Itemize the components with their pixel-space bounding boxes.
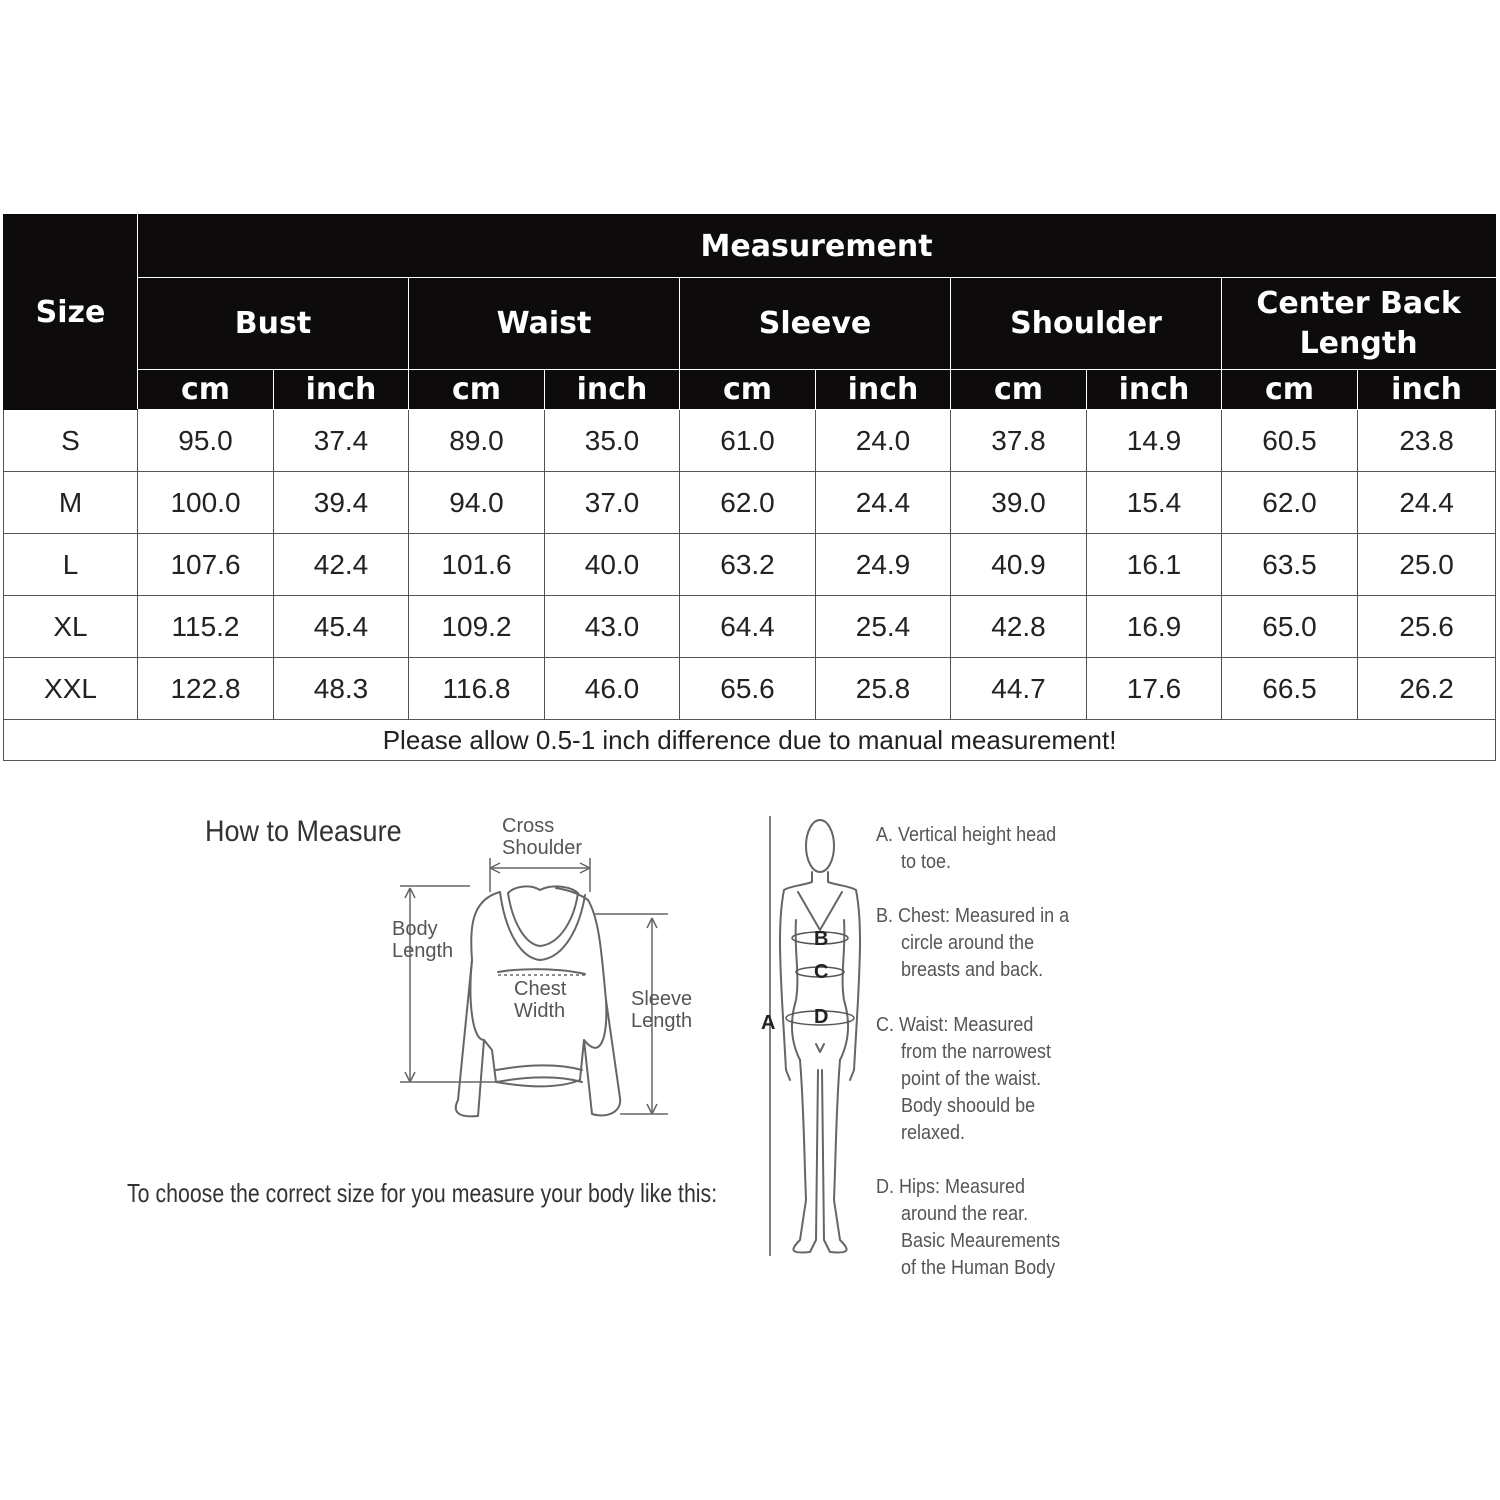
size-cell: L xyxy=(4,534,138,596)
measurement-cell: 62.0 xyxy=(680,472,816,534)
measurement-cell: 25.6 xyxy=(1358,596,1496,658)
unit-header: inch xyxy=(274,370,409,410)
measurement-cell: 43.0 xyxy=(545,596,680,658)
group-header-bust: Bust xyxy=(138,278,409,370)
unit-header: inch xyxy=(1087,370,1222,410)
measurement-cell: 37.0 xyxy=(545,472,680,534)
measurement-cell: 66.5 xyxy=(1222,658,1358,720)
measurement-header: Measurement xyxy=(138,215,1496,278)
measurement-cell: 17.6 xyxy=(1087,658,1222,720)
measurement-cell: 39.4 xyxy=(274,472,409,534)
body-letter-a: A xyxy=(761,1012,776,1034)
measurement-cell: 122.8 xyxy=(138,658,274,720)
unit-header: cm xyxy=(951,370,1087,410)
choose-size-instruction: To choose the correct size for you measure your body like this: xyxy=(127,1178,718,1208)
measurement-note: Please allow 0.5-1 inch difference due to manual measurement! xyxy=(4,720,1496,761)
size-cell: M xyxy=(4,472,138,534)
measurement-cell: 62.0 xyxy=(1222,472,1358,534)
measurement-cell: 39.0 xyxy=(951,472,1087,534)
description-c: C. Waist: Measured from the narrowest point of the waist. Body shoould be relaxed. xyxy=(876,1014,1052,1144)
measurement-cell: 14.9 xyxy=(1087,410,1222,472)
measurement-cell: 89.0 xyxy=(409,410,545,472)
measurement-cell: 60.5 xyxy=(1222,410,1358,472)
unit-header: inch xyxy=(816,370,951,410)
measurement-cell: 24.4 xyxy=(816,472,951,534)
unit-header: cm xyxy=(138,370,274,410)
measurement-cell: 65.0 xyxy=(1222,596,1358,658)
description-b: B. Chest: Measured in a circle around the breasts and back. xyxy=(876,905,1070,981)
measurement-cell: 100.0 xyxy=(138,472,274,534)
measurement-cell: 44.7 xyxy=(951,658,1087,720)
size-cell: S xyxy=(4,410,138,472)
measurement-cell: 40.0 xyxy=(545,534,680,596)
measurement-cell: 65.6 xyxy=(680,658,816,720)
measurement-cell: 109.2 xyxy=(409,596,545,658)
unit-header: inch xyxy=(545,370,680,410)
measurement-cell: 61.0 xyxy=(680,410,816,472)
cross-shoulder-label: Cross Shoulder xyxy=(502,815,583,859)
measurement-cell: 24.0 xyxy=(816,410,951,472)
size-cell: XL xyxy=(4,596,138,658)
measurement-cell: 35.0 xyxy=(545,410,680,472)
measurement-cell: 107.6 xyxy=(138,534,274,596)
unit-header: cm xyxy=(1222,370,1358,410)
measurement-cell: 116.8 xyxy=(409,658,545,720)
measurement-cell: 16.9 xyxy=(1087,596,1222,658)
measurement-cell: 63.2 xyxy=(680,534,816,596)
body-letter-b: B xyxy=(814,928,829,950)
group-header-waist: Waist xyxy=(409,278,680,370)
size-column-header: Size xyxy=(4,215,138,410)
measurement-cell: 26.2 xyxy=(1358,658,1496,720)
measurement-cell: 24.9 xyxy=(816,534,951,596)
how-to-measure-title: How to Measure xyxy=(205,815,402,848)
measurement-cell: 16.1 xyxy=(1087,534,1222,596)
chest-width-label: Chest Width xyxy=(514,978,567,1022)
body-letter-c: C xyxy=(814,961,829,983)
measurement-cell: 101.6 xyxy=(409,534,545,596)
body-length-label: Body Length xyxy=(392,918,454,962)
measurement-cell: 24.4 xyxy=(1358,472,1496,534)
measurement-cell: 94.0 xyxy=(409,472,545,534)
measurement-cell: 15.4 xyxy=(1087,472,1222,534)
measurement-cell: 25.0 xyxy=(1358,534,1496,596)
measurement-cell: 46.0 xyxy=(545,658,680,720)
measurement-cell: 42.8 xyxy=(951,596,1087,658)
measurement-cell: 23.8 xyxy=(1358,410,1496,472)
description-a: A. Vertical height head to toe. xyxy=(876,824,1057,873)
unit-header: cm xyxy=(409,370,545,410)
unit-header: inch xyxy=(1358,370,1496,410)
group-header-shoulder: Shoulder xyxy=(951,278,1222,370)
body-letter-d: D xyxy=(814,1006,829,1028)
measurement-cell: 63.5 xyxy=(1222,534,1358,596)
description-d: D. Hips: Measured around the rear. Basic Meaurements of the Human Body xyxy=(876,1176,1061,1279)
measurement-cell: 45.4 xyxy=(274,596,409,658)
measurement-cell: 40.9 xyxy=(951,534,1087,596)
measurement-cell: 48.3 xyxy=(274,658,409,720)
measurement-cell: 37.8 xyxy=(951,410,1087,472)
measurement-cell: 115.2 xyxy=(138,596,274,658)
sleeve-length-label: Sleeve Length xyxy=(631,988,693,1032)
group-header-center-back-length: Center Back Length xyxy=(1222,278,1496,370)
measurement-cell: 42.4 xyxy=(274,534,409,596)
measurement-cell: 64.4 xyxy=(680,596,816,658)
measurement-cell: 25.4 xyxy=(816,596,951,658)
measurement-cell: 95.0 xyxy=(138,410,274,472)
unit-header: cm xyxy=(680,370,816,410)
human-body-figure-icon xyxy=(780,820,860,1253)
measurement-cell: 37.4 xyxy=(274,410,409,472)
group-header-sleeve: Sleeve xyxy=(680,278,951,370)
size-cell: XXL xyxy=(4,658,138,720)
measurement-cell: 25.8 xyxy=(816,658,951,720)
